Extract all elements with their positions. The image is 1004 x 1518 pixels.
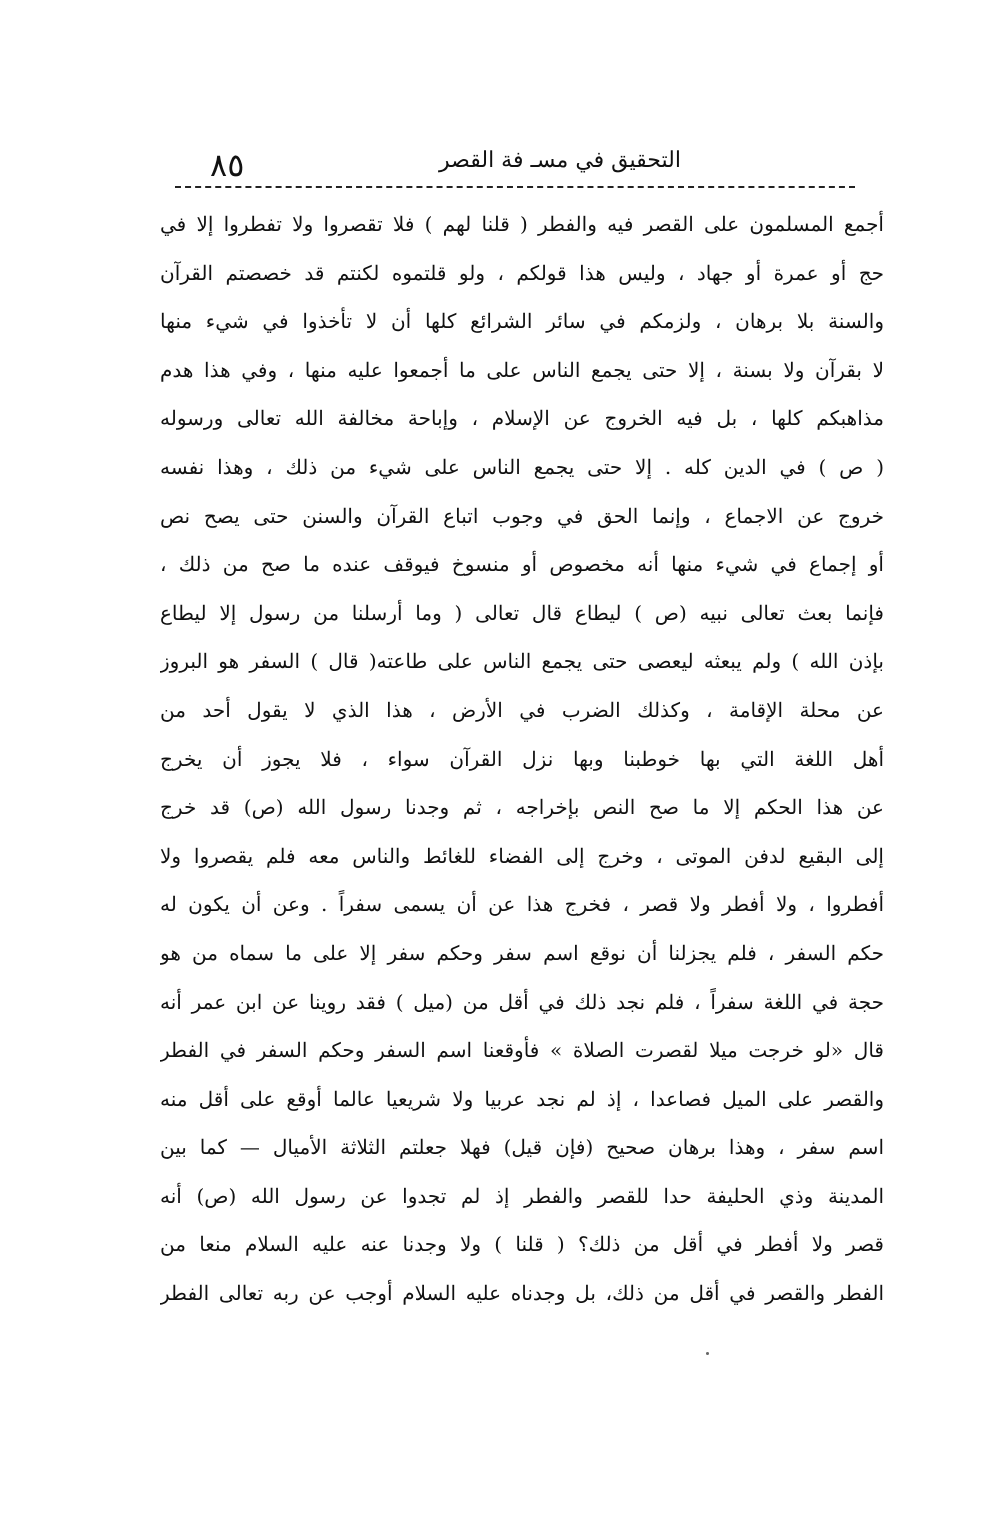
page-header (180, 140, 860, 186)
text-line: ( ص ) في الدين كله . إلا حتى يجمع الناس على شيء من ذلك ، وهذا نفسه (160, 454, 884, 479)
text-line: اسم سفر ، وهذا برهان صحيح (فإن قيل) فهلا جعلتم الثلاثة الأميال — كما بين (160, 1135, 884, 1160)
text-line: قال «لو خرجت ميلا لقصرت الصلاة » فأوقعنا اسم السفر وحكم السفر في الفطر (160, 1038, 884, 1063)
text-line: الفطر والقصر في أقل من ذلك، بل وجدناه عليه السلام أوجب عن ربه تعالى الفطر (160, 1281, 884, 1306)
text-line: قصر ولا أفطر في أقل من ذلك؟ ( قلنا ) ولا وجدنا عنه عليه السلام منعا من (160, 1232, 884, 1257)
text-line: إلى البقيع لدفن الموتى ، وخرج إلى الفضاء للغائط والناس معه فلم يقصروا ولا (160, 843, 884, 868)
text-line: لا بقرآن ولا بسنة ، إلا حتى يجمع الناس على ما أجمعوا عليه منها ، وفي هذا هدم (160, 357, 884, 382)
text-line: والقصر على الميل فصاعدا ، إذ لم نجد عربيا ولا شريعيا عالما أوقع على أقل منه (160, 1086, 884, 1111)
body-text (160, 200, 884, 1318)
header-divider (175, 186, 855, 188)
text-line: والسنة بلا برهان ، ولزمكم في سائر الشرائع كلها أن لا تأخذوا في شيء منها (160, 309, 884, 334)
page-number: ٨٥ (210, 146, 245, 184)
text-line: عن هذا الحكم إلا ما صح النص بإخراجه ، ثم وجدنا رسول الله (ص) قد خرج (160, 795, 884, 820)
text-line: أو إجماع في شيء منها أنه مخصوص أو منسوخ فيوقف عنده ما صح من ذلك ، (160, 552, 884, 577)
text-line: حكم السفر ، فلم يجزلنا أن نوقع اسم سفر وحكم سفر إلا على ما سماه من هو (160, 940, 884, 965)
text-line: أهل اللغة التي بها خوطبنا وبها نزل القرآن سواء ، فلا يجوز أن يخرج (160, 746, 884, 771)
text-line: بإذن الله ) ولم يبعثه ليعصى حتى يجمع الناس على طاعته( قال ) السفر هو البروز (160, 649, 884, 674)
text-line: أفطروا ، ولا أفطر ولا قصر ، فخرج هذا عن أن يسمى سفراً . وعن أن يكون له (160, 892, 884, 917)
page-speck (706, 1352, 709, 1355)
text-line: خروج عن الاجماع ، وإنما الحق في وجوب اتباع القرآن والسنن حتى يصح نص (160, 503, 884, 528)
text-line: أجمع المسلمون على القصر فيه والفطر ( قلنا لهم ) فلا تقصروا ولا تفطروا إلا في (160, 212, 884, 236)
text-line: المدينة وذي الحليفة حدا للقصر والفطر إذ لم تجدوا عن رسول الله (ص) أنه (160, 1183, 884, 1208)
text-line: حجة في اللغة سفراً ، فلم نجد ذلك في أقل من (ميل ) فقد روينا عن ابن عمر أنه (160, 989, 884, 1014)
text-line: مذاهبكم كلها ، بل فيه الخروج عن الإسلام ، وإباحة مخالفة الله تعالى ورسوله (160, 406, 884, 431)
running-title: التحقيق في مسـ فة القصر (439, 148, 681, 173)
text-line: عن محلة الإقامة ، وكذلك الضرب في الأرض ، هذا الذي لا يقول أحد من (160, 697, 884, 722)
text-line: فإنما بعث تعالى نبيه (ص ) ليطاع قال تعالى ( وما أرسلنا من رسول إلا ليطاع (160, 600, 884, 625)
text-line: حج أو عمرة أو جهاد ، وليس هذا قولكم ، ولو قلتموه لكنتم قد خصصتم القرآن (160, 260, 884, 285)
